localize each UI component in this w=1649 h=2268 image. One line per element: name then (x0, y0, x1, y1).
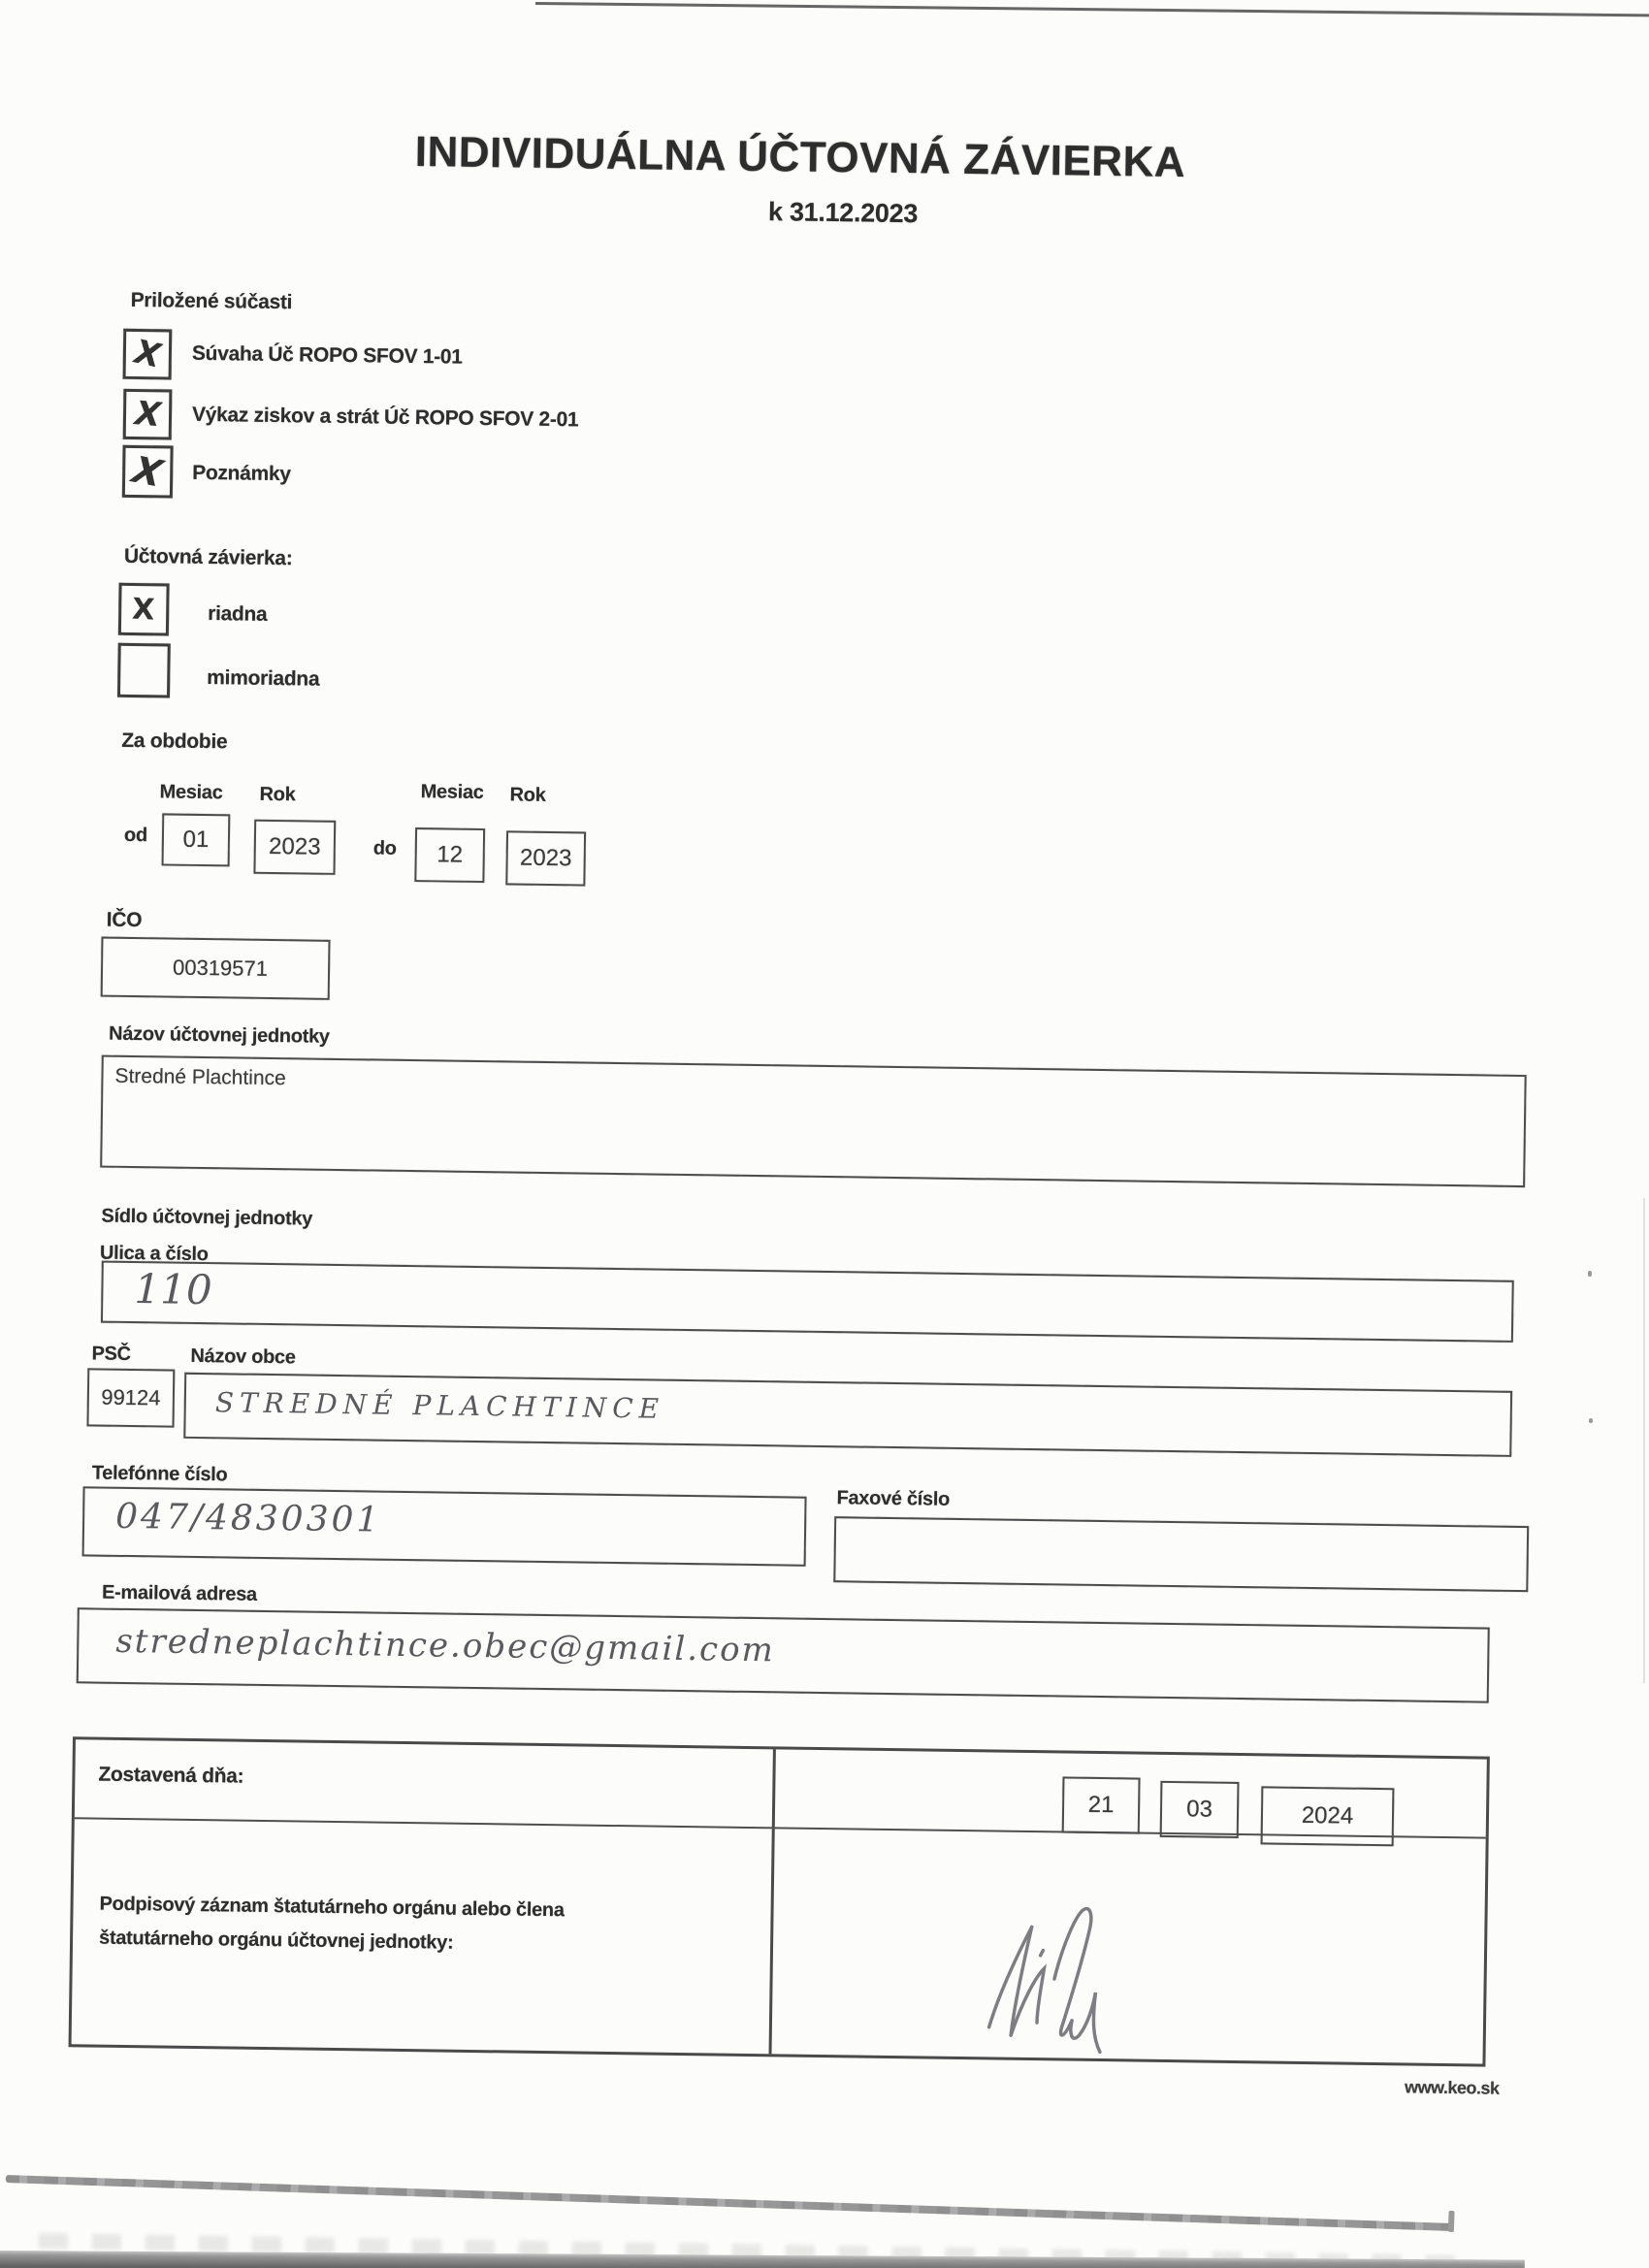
phone-label: Telefónne číslo (91, 1462, 228, 1486)
scan-artifact-crease-hook (1448, 2211, 1455, 2232)
checkbox-poznamky-label: Poznámky (192, 461, 291, 486)
compiled-month-field (1160, 1781, 1240, 1838)
phone-field (82, 1486, 807, 1566)
checkbox-riadna-mark: X (131, 592, 156, 628)
document-title: INDIVIDUÁLNA ÚČTOVNÁ ZÁVIERKA (414, 127, 1186, 187)
checkbox-mimoriadna-label: mimoriadna (207, 666, 320, 691)
entity-name-field (100, 1055, 1526, 1187)
checkbox-vykaz-mark: X (129, 394, 167, 435)
checkbox-poznamky-mark: X (124, 448, 172, 495)
psc-label: PSČ (91, 1343, 131, 1366)
period-from-month-field (162, 813, 231, 866)
email-field (77, 1607, 1490, 1702)
attached-parts-heading: Priložené súčasti (130, 288, 293, 314)
compiled-year-field (1261, 1786, 1395, 1846)
village-label: Názov obce (190, 1345, 296, 1369)
period-heading: Za obdobie (121, 729, 228, 754)
entity-name-value: Stredné Plachtince (114, 1064, 286, 1090)
period-to-year-value: 2023 (519, 844, 572, 872)
compiled-year-value: 2024 (1301, 1801, 1354, 1830)
phone-value-handwritten: 047/4830301 (114, 1496, 382, 1540)
period-from-month-value: 01 (182, 826, 210, 854)
checkbox-vykaz (123, 389, 173, 440)
signature-table (69, 1736, 1490, 2066)
street-label: Ulica a číslo (99, 1242, 209, 1266)
ico-label: IČO (106, 908, 143, 932)
scan-speck (1589, 1418, 1593, 1423)
checkbox-suvaha-mark: X (127, 333, 167, 375)
compiled-day-field (1062, 1776, 1141, 1833)
entity-name-label: Názov účtovnej jednotky (108, 1022, 330, 1048)
address-section-heading: Sídlo účtovnej jednotky (101, 1205, 313, 1230)
period-from-label: od (123, 824, 147, 847)
signature-statement-label: Podpisový záznam štatutárneho orgánu alebo člena štatutárneho orgánu účtovnej jednotky: (98, 1893, 565, 1954)
period-to-month-label: Mesiac (420, 781, 484, 804)
compiled-on-label: Zostavená dňa: (98, 1763, 244, 1788)
street-value-handwritten: 110 (134, 1265, 212, 1314)
fax-field (833, 1516, 1529, 1592)
period-from-year-label: Rok (259, 783, 296, 806)
period-to-year-field (505, 830, 586, 886)
street-field (101, 1261, 1514, 1343)
psc-field (86, 1368, 175, 1427)
signature-table-vertical-divider (769, 1749, 776, 2054)
period-to-year-label: Rok (509, 784, 546, 806)
checkbox-vykaz-label: Výkaz ziskov a strát Úč ROPO SFOV 2-01 (191, 403, 579, 432)
period-to-label: do (372, 837, 397, 859)
signature-handwritten (974, 1897, 1141, 2055)
checkbox-suvaha (123, 329, 173, 380)
checkbox-riadna (118, 583, 170, 636)
village-field (183, 1373, 1512, 1457)
period-from-year-field (253, 820, 336, 875)
fax-label: Faxové číslo (836, 1487, 951, 1510)
period-to-month-field (414, 827, 485, 883)
scan-speck (1588, 1271, 1592, 1277)
period-from-month-label: Mesiac (159, 781, 223, 804)
period-from-year-value: 2023 (268, 832, 321, 860)
checkbox-mimoriadna (117, 643, 171, 698)
scan-artifact-right-edge (1643, 1198, 1645, 1683)
statement-type-heading: Účtovná závierka: (123, 544, 293, 570)
ico-value: 00319571 (172, 955, 269, 981)
document-subtitle: k 31.12.2023 (767, 197, 919, 229)
psc-value: 99124 (101, 1384, 161, 1410)
period-to-month-value: 12 (436, 841, 464, 868)
vendor-url: www.keo.sk (1404, 2077, 1500, 2098)
email-label: E-mailová adresa (101, 1581, 257, 1605)
email-value-handwritten: stredneplachtince.obec@gmail.com (115, 1621, 776, 1670)
compiled-month-value: 03 (1186, 1796, 1213, 1823)
compiled-day-value: 21 (1087, 1791, 1115, 1819)
checkbox-suvaha-label: Súvaha Úč ROPO SFOV 1-01 (191, 341, 463, 369)
checkbox-poznamky (122, 445, 174, 499)
village-value-handwritten: STREDNÉ PLACHTINCE (214, 1386, 665, 1425)
checkbox-riadna-label: riadna (208, 602, 268, 626)
ico-field (101, 937, 331, 1000)
